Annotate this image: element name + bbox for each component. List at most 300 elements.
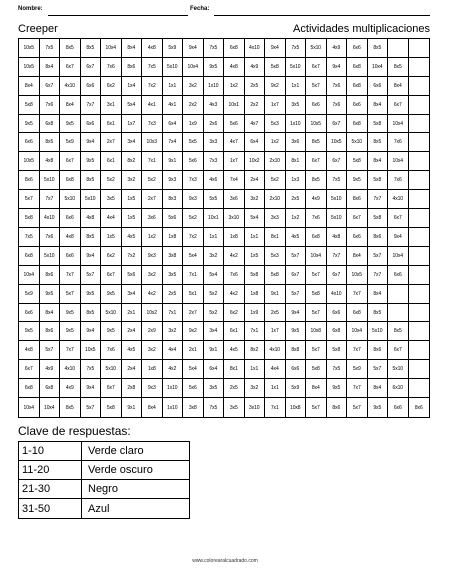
grid-cell[interactable]: 1x9: [245, 304, 266, 323]
grid-cell[interactable]: 1x2: [142, 228, 163, 247]
grid-cell[interactable]: 4x10: [327, 285, 348, 304]
grid-cell[interactable]: 1x7: [122, 115, 143, 134]
grid-cell[interactable]: 8x5: [368, 39, 389, 58]
grid-cell[interactable]: 1x9: [183, 115, 204, 134]
grid-cell[interactable]: 4x10: [265, 341, 286, 360]
grid-cell[interactable]: 9x1: [122, 398, 143, 417]
grid-cell[interactable]: 8x4: [40, 58, 61, 77]
grid-cell[interactable]: 6x6: [19, 133, 40, 152]
grid-cell[interactable]: 7x1: [142, 152, 163, 171]
grid-cell[interactable]: 6x8: [40, 115, 61, 134]
grid-cell[interactable]: 9x5: [204, 58, 225, 77]
grid-cell[interactable]: 6x6: [19, 304, 40, 323]
grid-cell[interactable]: 9x5: [60, 115, 81, 134]
grid-cell[interactable]: 9x5: [19, 115, 40, 134]
grid-cell[interactable]: [409, 115, 430, 134]
grid-cell[interactable]: 7x5: [142, 58, 163, 77]
grid-cell[interactable]: 10x4: [306, 247, 327, 266]
grid-cell[interactable]: [409, 379, 430, 398]
grid-cell[interactable]: 9x4: [81, 133, 102, 152]
grid-cell[interactable]: 5x8: [101, 398, 122, 417]
grid-cell[interactable]: 9x5: [81, 285, 102, 304]
grid-cell[interactable]: 8x6: [40, 266, 61, 285]
grid-cell[interactable]: 5x7: [368, 247, 389, 266]
grid-cell[interactable]: 9x5: [19, 322, 40, 341]
grid-cell[interactable]: 7x7: [81, 96, 102, 115]
grid-cell[interactable]: 1x2: [286, 209, 307, 228]
grid-cell[interactable]: [409, 96, 430, 115]
grid-cell[interactable]: 5x5: [204, 190, 225, 209]
grid-cell[interactable]: 10x5: [306, 115, 327, 134]
grid-cell[interactable]: 6x8: [347, 115, 368, 134]
grid-cell[interactable]: 8x6: [368, 341, 389, 360]
grid-cell[interactable]: 2x7: [142, 190, 163, 209]
grid-cell[interactable]: 7x1: [265, 398, 286, 417]
grid-cell[interactable]: 3x6: [224, 190, 245, 209]
grid-cell[interactable]: 9x5: [81, 152, 102, 171]
grid-cell[interactable]: [409, 285, 430, 304]
grid-cell[interactable]: 7x4: [163, 133, 184, 152]
grid-cell[interactable]: 8x6: [327, 398, 348, 417]
grid-cell[interactable]: 8x4: [122, 39, 143, 58]
grid-cell[interactable]: 4x9: [327, 39, 348, 58]
grid-cell[interactable]: 1x1: [286, 77, 307, 96]
grid-cell[interactable]: 5x10: [306, 39, 327, 58]
grid-cell[interactable]: 5x10: [388, 360, 409, 379]
grid-cell[interactable]: 6x8: [306, 228, 327, 247]
grid-cell[interactable]: 2x1: [122, 304, 143, 323]
grid-cell[interactable]: 6x8: [40, 379, 61, 398]
grid-cell[interactable]: 3x10: [224, 209, 245, 228]
grid-cell[interactable]: 5x9: [60, 133, 81, 152]
grid-cell[interactable]: 6x6: [60, 247, 81, 266]
grid-cell[interactable]: 2x5: [163, 285, 184, 304]
grid-cell[interactable]: 4x1: [163, 96, 184, 115]
grid-cell[interactable]: 6x7: [286, 266, 307, 285]
grid-cell[interactable]: 10x4: [40, 398, 61, 417]
grid-cell[interactable]: 8x2: [245, 341, 266, 360]
grid-cell[interactable]: 5x10: [327, 209, 348, 228]
grid-cell[interactable]: 5x1: [183, 285, 204, 304]
grid-cell[interactable]: 5x8: [368, 171, 389, 190]
grid-cell[interactable]: 2x10: [265, 190, 286, 209]
grid-cell[interactable]: 7x7: [40, 190, 61, 209]
grid-cell[interactable]: 1x7: [265, 322, 286, 341]
grid-cell[interactable]: 7x6: [306, 209, 327, 228]
grid-cell[interactable]: 9x5: [101, 322, 122, 341]
grid-cell[interactable]: 3x8: [183, 398, 204, 417]
grid-cell[interactable]: 4x10: [60, 360, 81, 379]
grid-cell[interactable]: 8x3: [163, 190, 184, 209]
grid-cell[interactable]: 5x6: [163, 209, 184, 228]
grid-cell[interactable]: 1x8: [142, 360, 163, 379]
grid-cell[interactable]: 3x2: [122, 171, 143, 190]
grid-cell[interactable]: [409, 190, 430, 209]
grid-cell[interactable]: 9x5: [368, 398, 389, 417]
grid-cell[interactable]: 8x5: [81, 304, 102, 323]
grid-cell[interactable]: 9x3: [163, 171, 184, 190]
grid-cell[interactable]: [409, 322, 430, 341]
grid-cell[interactable]: 2x5: [265, 304, 286, 323]
grid-cell[interactable]: 6x8: [19, 379, 40, 398]
grid-cell[interactable]: 7x5: [286, 39, 307, 58]
grid-cell[interactable]: 9x4: [286, 304, 307, 323]
grid-cell[interactable]: 3x2: [245, 190, 266, 209]
grid-cell[interactable]: 5x4: [122, 96, 143, 115]
grid-cell[interactable]: 5x2: [101, 171, 122, 190]
grid-cell[interactable]: 4x7: [245, 115, 266, 134]
grid-cell[interactable]: 9x1: [163, 152, 184, 171]
grid-cell[interactable]: 1x2: [265, 133, 286, 152]
grid-cell[interactable]: 9x3: [142, 379, 163, 398]
grid-cell[interactable]: 5x10: [286, 58, 307, 77]
grid-cell[interactable]: 8x5: [60, 39, 81, 58]
grid-cell[interactable]: 6x8: [327, 322, 348, 341]
grid-cell[interactable]: [409, 39, 430, 58]
grid-cell[interactable]: 6x7: [306, 152, 327, 171]
grid-cell[interactable]: 3x6: [142, 209, 163, 228]
grid-cell[interactable]: 1x5: [245, 247, 266, 266]
grid-cell[interactable]: 8x4: [40, 304, 61, 323]
grid-cell[interactable]: 10x8: [306, 322, 327, 341]
grid-cell[interactable]: [409, 341, 430, 360]
grid-cell[interactable]: 5x8: [245, 266, 266, 285]
grid-cell[interactable]: 3x2: [245, 379, 266, 398]
grid-cell[interactable]: 1x5: [122, 190, 143, 209]
grid-cell[interactable]: 6x2: [101, 247, 122, 266]
grid-cell[interactable]: 6x8: [224, 39, 245, 58]
grid-cell[interactable]: 2x7: [101, 133, 122, 152]
grid-cell[interactable]: 6x7: [347, 209, 368, 228]
grid-cell[interactable]: 5x2: [265, 171, 286, 190]
grid-cell[interactable]: 6x7: [101, 266, 122, 285]
grid-cell[interactable]: 6x6: [327, 304, 348, 323]
grid-cell[interactable]: 6x7: [101, 379, 122, 398]
grid-cell[interactable]: 5x10: [81, 190, 102, 209]
grid-cell[interactable]: 10x4: [183, 58, 204, 77]
grid-cell[interactable]: 6x4: [204, 360, 225, 379]
grid-cell[interactable]: 5x2: [204, 304, 225, 323]
grid-cell[interactable]: 8x4: [347, 247, 368, 266]
grid-cell[interactable]: 4x9: [60, 379, 81, 398]
grid-cell[interactable]: 5x8: [265, 266, 286, 285]
grid-cell[interactable]: 5x8: [265, 58, 286, 77]
grid-cell[interactable]: 2x4: [122, 322, 143, 341]
grid-cell[interactable]: [409, 152, 430, 171]
grid-cell[interactable]: 6x4: [163, 115, 184, 134]
grid-cell[interactable]: 6x6: [347, 228, 368, 247]
grid-cell[interactable]: 6x7: [19, 360, 40, 379]
grid-cell[interactable]: 10x4: [388, 152, 409, 171]
grid-cell[interactable]: 5x4: [183, 360, 204, 379]
grid-cell[interactable]: 4x6: [204, 171, 225, 190]
grid-cell[interactable]: 5x9: [163, 39, 184, 58]
grid-cell[interactable]: [388, 285, 409, 304]
grid-cell[interactable]: 4x10: [388, 190, 409, 209]
grid-cell[interactable]: 5x7: [40, 341, 61, 360]
grid-cell[interactable]: 5x2: [204, 285, 225, 304]
grid-cell[interactable]: 10x4: [19, 398, 40, 417]
grid-cell[interactable]: 6x1: [224, 322, 245, 341]
grid-cell[interactable]: 5x9: [286, 379, 307, 398]
grid-cell[interactable]: 7x5: [204, 39, 225, 58]
grid-cell[interactable]: 8x6: [122, 58, 143, 77]
grid-cell[interactable]: 9x2: [183, 322, 204, 341]
grid-cell[interactable]: 3x3: [204, 133, 225, 152]
grid-cell[interactable]: 5x10: [40, 171, 61, 190]
grid-cell[interactable]: 8x1: [265, 228, 286, 247]
grid-cell[interactable]: 2x6: [204, 115, 225, 134]
grid-cell[interactable]: 8x4: [306, 379, 327, 398]
grid-cell[interactable]: 10x8: [286, 398, 307, 417]
grid-cell[interactable]: 1x8: [245, 285, 266, 304]
grid-cell[interactable]: 8x4: [60, 96, 81, 115]
grid-cell[interactable]: 4x5: [122, 341, 143, 360]
grid-cell[interactable]: 3x4: [122, 133, 143, 152]
grid-cell[interactable]: 6x7: [388, 96, 409, 115]
grid-cell[interactable]: 1x10: [163, 379, 184, 398]
grid-cell[interactable]: 9x2: [265, 77, 286, 96]
grid-cell[interactable]: 8x4: [19, 77, 40, 96]
grid-cell[interactable]: 10x5: [19, 152, 40, 171]
grid-cell[interactable]: 6x1: [101, 152, 122, 171]
grid-cell[interactable]: 4x8: [81, 209, 102, 228]
grid-cell[interactable]: 6x7: [327, 115, 348, 134]
grid-cell[interactable]: 5x8: [19, 209, 40, 228]
grid-cell[interactable]: 7x5: [40, 39, 61, 58]
grid-cell[interactable]: 8x5: [60, 398, 81, 417]
grid-cell[interactable]: 1x10: [163, 398, 184, 417]
grid-cell[interactable]: 7x2: [122, 247, 143, 266]
grid-cell[interactable]: 6x6: [81, 77, 102, 96]
grid-cell[interactable]: 9x5: [60, 304, 81, 323]
grid-cell[interactable]: 7x7: [347, 285, 368, 304]
grid-cell[interactable]: 5x6: [183, 379, 204, 398]
grid-cell[interactable]: 4x2: [163, 360, 184, 379]
grid-cell[interactable]: 3x5: [163, 266, 184, 285]
grid-cell[interactable]: 1x4: [122, 77, 143, 96]
grid-cell[interactable]: [409, 228, 430, 247]
grid-cell[interactable]: 9x1: [204, 341, 225, 360]
grid-cell[interactable]: 8x5: [81, 171, 102, 190]
grid-cell[interactable]: 9x4: [81, 322, 102, 341]
grid-cell[interactable]: [409, 247, 430, 266]
grid-cell[interactable]: 8x5: [388, 58, 409, 77]
grid-cell[interactable]: 4x5: [286, 228, 307, 247]
grid-cell[interactable]: 1x1: [265, 379, 286, 398]
grid-cell[interactable]: [409, 304, 430, 323]
grid-cell[interactable]: [409, 171, 430, 190]
grid-cell[interactable]: 6x6: [347, 39, 368, 58]
grid-cell[interactable]: 5x7: [286, 285, 307, 304]
grid-cell[interactable]: 6x6: [81, 115, 102, 134]
grid-cell[interactable]: 7x5: [204, 398, 225, 417]
grid-cell[interactable]: 8x5: [81, 228, 102, 247]
grid-cell[interactable]: 8x4: [142, 398, 163, 417]
grid-cell[interactable]: 7x6: [327, 77, 348, 96]
grid-cell[interactable]: 5x7: [306, 77, 327, 96]
grid-cell[interactable]: 9x3: [142, 247, 163, 266]
grid-cell[interactable]: 9x5: [60, 322, 81, 341]
grid-cell[interactable]: 4x10: [60, 77, 81, 96]
grid-cell[interactable]: 4x4: [265, 360, 286, 379]
grid-cell[interactable]: 7x5: [19, 228, 40, 247]
grid-cell[interactable]: 4x9: [40, 360, 61, 379]
grid-cell[interactable]: 5x8: [347, 152, 368, 171]
grid-cell[interactable]: 10x5: [19, 39, 40, 58]
grid-cell[interactable]: 5x8: [306, 285, 327, 304]
grid-cell[interactable]: 5x7: [81, 398, 102, 417]
grid-cell[interactable]: 7x6: [40, 228, 61, 247]
grid-cell[interactable]: 4x8: [327, 228, 348, 247]
grid-cell[interactable]: 7x4: [224, 171, 245, 190]
grid-cell[interactable]: 2x7: [183, 304, 204, 323]
grid-cell[interactable]: 8x6: [40, 322, 61, 341]
grid-cell[interactable]: 7x1: [245, 322, 266, 341]
grid-cell[interactable]: 3x8: [163, 247, 184, 266]
grid-cell[interactable]: 4x2: [224, 285, 245, 304]
grid-cell[interactable]: 8x4: [368, 96, 389, 115]
grid-cell[interactable]: 7x6: [388, 171, 409, 190]
grid-cell[interactable]: 10x4: [347, 322, 368, 341]
grid-cell[interactable]: 7x7: [368, 190, 389, 209]
grid-cell[interactable]: 6x7: [388, 209, 409, 228]
grid-cell[interactable]: 5x6: [183, 152, 204, 171]
grid-cell[interactable]: 8x2: [122, 152, 143, 171]
grid-cell[interactable]: 5x7: [306, 304, 327, 323]
grid-cell[interactable]: 1x5: [101, 228, 122, 247]
grid-cell[interactable]: 5x9: [347, 360, 368, 379]
grid-cell[interactable]: 8x5: [306, 171, 327, 190]
grid-cell[interactable]: 6x2: [224, 304, 245, 323]
grid-cell[interactable]: 1x7: [265, 96, 286, 115]
grid-cell[interactable]: 4x10: [245, 39, 266, 58]
grid-cell[interactable]: 7x5: [327, 360, 348, 379]
grid-cell[interactable]: 5x4: [204, 266, 225, 285]
grid-cell[interactable]: 3x2: [142, 341, 163, 360]
grid-cell[interactable]: 7x5: [81, 360, 102, 379]
grid-cell[interactable]: 5x8: [327, 341, 348, 360]
grid-cell[interactable]: 9x5: [101, 285, 122, 304]
grid-cell[interactable]: 6x7: [327, 266, 348, 285]
grid-cell[interactable]: 8x6: [347, 190, 368, 209]
grid-cell[interactable]: 5x7: [306, 266, 327, 285]
grid-cell[interactable]: 7x7: [347, 379, 368, 398]
grid-cell[interactable]: 6x8: [347, 304, 368, 323]
grid-cell[interactable]: 5x8: [19, 96, 40, 115]
grid-cell[interactable]: 5x8: [368, 115, 389, 134]
grid-cell[interactable]: 7x7: [327, 247, 348, 266]
grid-cell[interactable]: 10x2: [245, 152, 266, 171]
grid-cell[interactable]: 5x10: [327, 190, 348, 209]
grid-cell[interactable]: 6x7: [40, 77, 61, 96]
grid-cell[interactable]: 6x10: [388, 379, 409, 398]
grid-cell[interactable]: 2x5: [286, 190, 307, 209]
grid-cell[interactable]: 5x2: [183, 209, 204, 228]
grid-cell[interactable]: 10x2: [142, 304, 163, 323]
grid-cell[interactable]: 1x1: [245, 360, 266, 379]
grid-cell[interactable]: 5x10: [163, 58, 184, 77]
grid-cell[interactable]: 7x2: [142, 77, 163, 96]
grid-cell[interactable]: 6x2: [101, 77, 122, 96]
grid-cell[interactable]: 10x4: [388, 115, 409, 134]
grid-cell[interactable]: 8x5: [368, 304, 389, 323]
grid-cell[interactable]: 1x10: [204, 77, 225, 96]
grid-cell[interactable]: 8x5: [388, 322, 409, 341]
grid-cell[interactable]: 6x8: [60, 171, 81, 190]
grid-cell[interactable]: 9x4: [327, 58, 348, 77]
grid-cell[interactable]: 2x4: [245, 171, 266, 190]
grid-cell[interactable]: 5x7: [60, 285, 81, 304]
grid-cell[interactable]: [409, 133, 430, 152]
grid-cell[interactable]: 6x4: [245, 133, 266, 152]
grid-cell[interactable]: 2x5: [224, 379, 245, 398]
grid-cell[interactable]: 1x8: [224, 228, 245, 247]
grid-cell[interactable]: 3x2: [183, 77, 204, 96]
grid-cell[interactable]: 1x3: [286, 171, 307, 190]
grid-cell[interactable]: 6x7: [388, 341, 409, 360]
grid-cell[interactable]: 2x2: [183, 96, 204, 115]
grid-cell[interactable]: 2x9: [142, 322, 163, 341]
grid-cell[interactable]: 2x10: [265, 152, 286, 171]
grid-cell[interactable]: 10x4: [388, 247, 409, 266]
grid-cell[interactable]: 6x8: [347, 77, 368, 96]
grid-cell[interactable]: 5x8: [306, 360, 327, 379]
grid-cell[interactable]: 3x3: [265, 209, 286, 228]
grid-cell[interactable]: 8x1: [224, 360, 245, 379]
grid-cell[interactable]: 4x2: [142, 285, 163, 304]
grid-cell[interactable]: 5x4: [183, 247, 204, 266]
grid-cell[interactable]: 3x5: [286, 96, 307, 115]
grid-cell[interactable]: 6x7: [306, 58, 327, 77]
grid-cell[interactable]: 1x2: [224, 77, 245, 96]
grid-cell[interactable]: 6x8: [19, 247, 40, 266]
grid-cell[interactable]: 4x10: [40, 209, 61, 228]
grid-cell[interactable]: 5x2: [142, 171, 163, 190]
grid-cell[interactable]: 4x8: [224, 58, 245, 77]
grid-cell[interactable]: 3x2: [204, 247, 225, 266]
grid-cell[interactable]: 5x7: [306, 341, 327, 360]
grid-cell[interactable]: 5x5: [183, 133, 204, 152]
grid-cell[interactable]: 1x1: [245, 228, 266, 247]
grid-cell[interactable]: 1x7: [224, 152, 245, 171]
grid-cell[interactable]: 2x1: [183, 341, 204, 360]
grid-cell[interactable]: 6x7: [60, 58, 81, 77]
grid-cell[interactable]: 10x4: [101, 39, 122, 58]
grid-cell[interactable]: 9x3: [183, 190, 204, 209]
grid-cell[interactable]: 6x7: [60, 152, 81, 171]
grid-cell[interactable]: 7x6: [101, 58, 122, 77]
grid-cell[interactable]: 4x1: [142, 96, 163, 115]
grid-cell[interactable]: 8x1: [286, 152, 307, 171]
grid-cell[interactable]: 5x7: [286, 247, 307, 266]
grid-cell[interactable]: 6x1: [101, 115, 122, 134]
grid-cell[interactable]: 7x3: [183, 171, 204, 190]
grid-cell[interactable]: 5x6: [224, 115, 245, 134]
grid-cell[interactable]: 8x5: [40, 133, 61, 152]
grid-cell[interactable]: 7x7: [368, 266, 389, 285]
grid-cell[interactable]: 6x6: [306, 96, 327, 115]
grid-cell[interactable]: 8x4: [368, 285, 389, 304]
grid-cell[interactable]: 6x7: [81, 58, 102, 77]
grid-cell[interactable]: 5x8: [368, 209, 389, 228]
grid-cell[interactable]: 3x4: [204, 322, 225, 341]
grid-cell[interactable]: 1x8: [163, 228, 184, 247]
grid-cell[interactable]: 8x5: [306, 133, 327, 152]
grid-cell[interactable]: 3x5: [204, 379, 225, 398]
grid-cell[interactable]: 7x6: [40, 96, 61, 115]
grid-cell[interactable]: 5x10: [40, 247, 61, 266]
